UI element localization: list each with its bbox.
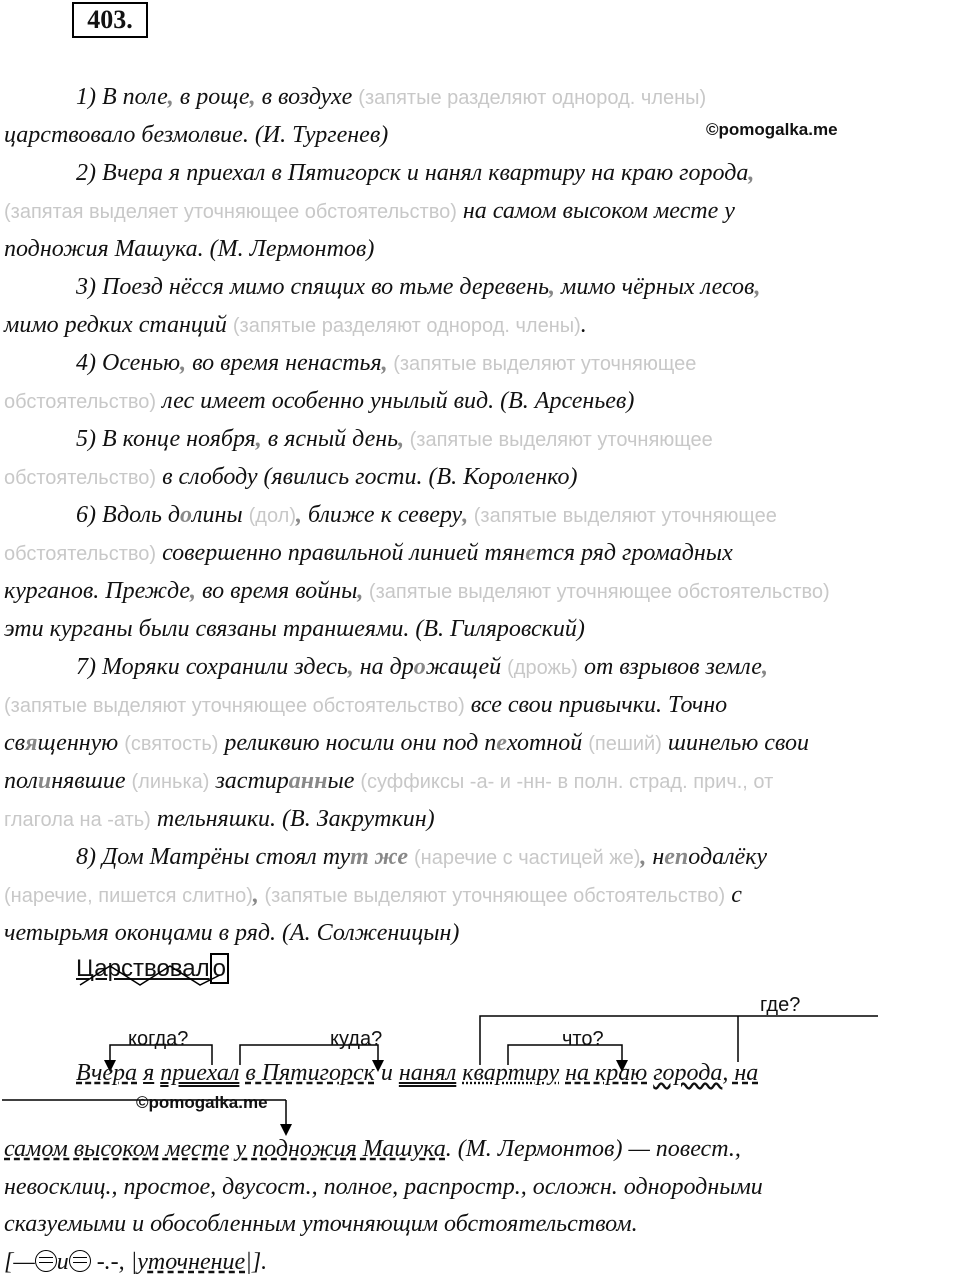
text-fragment: совершенно правильной линией тян: [156, 540, 526, 566]
highlight: ,: [761, 654, 768, 680]
explanation: (наречие с частицей же): [414, 847, 641, 869]
text-fragment: 7) Моряки сохранили здесь: [76, 654, 348, 680]
text-fragment: одалёку: [688, 844, 768, 870]
highlight: ,: [167, 84, 174, 110]
watermark-2: ©pomogalka.me: [136, 1093, 268, 1112]
text-fragment: щенную: [37, 730, 125, 756]
highlight: о: [413, 654, 426, 680]
explanation: обстоятельство): [4, 543, 157, 565]
highlight: ,: [357, 578, 364, 604]
explanation: (запятые выделяют уточняющее: [468, 505, 777, 527]
text-fragment: курганов. Прежде: [4, 578, 191, 604]
f-end: |].: [245, 1249, 268, 1275]
text-fragment: .: [580, 312, 587, 338]
explanation: глагола на -ать): [4, 809, 151, 831]
text-fragment: подножия Машука. (М. Лермонтов): [4, 236, 375, 262]
text-fragment: мимо редких станций: [4, 312, 233, 338]
text-fragment: жащей: [425, 654, 508, 680]
highlight: е: [525, 540, 536, 566]
explanation: обстоятельство): [4, 391, 157, 413]
highlight: ,: [754, 274, 761, 300]
task-number: 403.: [72, 2, 148, 38]
watermark: ©pomogalka.me: [706, 120, 838, 139]
text-fragment: 2) Вчера я приехал в Пятигорск и нанял квартиру на краю города: [76, 160, 749, 186]
q-where: где?: [760, 994, 801, 1016]
s-w4: в Пятигорск: [245, 1060, 375, 1086]
desc-line-2: сказуемыми и обособленным уточняющим обстоятельством.: [4, 1211, 638, 1237]
highlight: т же: [350, 844, 408, 870]
explanation: (запятые выделяют уточняющее: [387, 353, 697, 375]
highlight: ,: [549, 274, 556, 300]
text-fragment: пол: [4, 768, 38, 794]
s-w2: я: [143, 1060, 155, 1086]
s-w6: нанял: [398, 1060, 457, 1086]
highlight: еп: [664, 844, 689, 870]
explanation: (запятые разделяют однород. члены): [232, 315, 581, 337]
text-fragment: во время войны: [196, 578, 358, 604]
text-fragment: ближе к северу: [301, 502, 463, 528]
text-fragment: в ясный день: [261, 426, 399, 452]
explanation: (линька): [131, 771, 210, 793]
text-fragment: 3) Поезд нёсся мимо спящих во тьме деревень: [76, 274, 550, 300]
parse-ending: о: [210, 953, 229, 984]
explanation: (дрожь): [507, 657, 578, 679]
text-fragment: нявшие: [51, 768, 132, 794]
explanation: (дол): [248, 505, 296, 527]
highlight: ,: [180, 350, 187, 376]
s-w5: и: [380, 1060, 393, 1086]
f-mid: и: [56, 1249, 69, 1275]
explanation: (запятая выделяет уточняющее обстоятельство): [4, 201, 457, 223]
highlight: ,: [190, 578, 197, 604]
f-start: [—: [4, 1249, 35, 1275]
parse-stem: Царствовал: [76, 955, 210, 982]
text-fragment: царствовало безмолвие. (И. Тургенев): [4, 122, 389, 148]
f-sep: -.-, |: [90, 1249, 138, 1275]
explanation: (пеший): [588, 733, 662, 755]
highlight: ,: [255, 426, 262, 452]
explanation: (запятые выделяют уточняющее обстоятельство): [4, 695, 465, 717]
highlight: ,: [252, 882, 259, 908]
highlight: я: [25, 730, 38, 756]
f-underlined: уточнение: [137, 1249, 246, 1275]
text-fragment: от взрывов земле: [577, 654, 762, 680]
text-fragment: с: [725, 882, 742, 908]
text-fragment: хотной: [506, 730, 589, 756]
highlight: ,: [462, 502, 469, 528]
highlight: ,: [381, 350, 388, 376]
q-when: когда?: [128, 1028, 189, 1050]
text-fragment: четырьмя оконцами в ряд. (А. Солженицын): [4, 920, 460, 946]
text-fragment: эти курганы были связаны траншеями. (В. Гиляровский): [4, 616, 585, 642]
text-fragment: св: [4, 730, 26, 756]
explanation: (запятые выделяют уточняющее: [404, 429, 713, 451]
s-w7: квартиру: [462, 1060, 560, 1086]
text-fragment: все свои привычки. Точно: [464, 692, 728, 718]
text-fragment: в слободу (явились гости. (В. Короленко): [156, 464, 578, 490]
f-circle-2: [69, 1250, 91, 1272]
explanation: обстоятельство): [4, 467, 157, 489]
text-fragment: во время ненастья: [186, 350, 382, 376]
s-w8: на краю: [565, 1060, 648, 1086]
text-fragment: реликвию носили они под п: [218, 730, 497, 756]
text-fragment: н: [646, 844, 665, 870]
schema-sentence: [76, 1054, 758, 1092]
s-w1: Вчера: [76, 1060, 138, 1086]
s-w9: города: [653, 1060, 723, 1086]
text-fragment: 4) Осенью: [76, 350, 181, 376]
highlight: ,: [748, 160, 755, 186]
sentence-formula: [4, 1243, 267, 1281]
root-arc: [80, 966, 220, 985]
text-fragment: 5) В конце ноября: [76, 426, 256, 452]
f-circle-1: [35, 1250, 57, 1272]
text-fragment: на самом высоком месте у: [456, 198, 735, 224]
explanation: (суффиксы -а- и -нн- в полн. страд. прич., от: [360, 771, 774, 793]
s-line2-rest: . (М. Лермонтов) — повест.,: [445, 1136, 741, 1162]
text-fragment: в воздухе: [255, 84, 359, 110]
text-fragment: 8) Дом Матрёны стоял ту: [76, 844, 351, 870]
schema-line2: [4, 1130, 741, 1168]
text-fragment: лес имеет особенно унылый вид. (В. Арсеньев): [156, 388, 635, 414]
text-fragment: 1) В поле: [76, 84, 168, 110]
text-fragment: тся ряд громадных: [535, 540, 733, 566]
highlight: е: [496, 730, 507, 756]
highlight: ,: [249, 84, 256, 110]
explanation: (запятые разделяют однород. члены): [358, 87, 707, 109]
text-fragment: ые: [327, 768, 361, 794]
highlight: ,: [640, 844, 647, 870]
text-fragment: лины: [192, 502, 249, 528]
text-fragment: на др: [353, 654, 414, 680]
s-w3: приехал: [160, 1060, 240, 1086]
q-where-to: куда?: [330, 1028, 383, 1050]
explanation: (запятые выделяют уточняющее обстоятельство): [363, 581, 830, 603]
s-line2-underlined: самом высоком месте у подножия Машука: [4, 1136, 446, 1162]
s-w10: , на: [722, 1060, 759, 1086]
text-fragment: шинелью свои: [661, 730, 810, 756]
explanation: (святость): [124, 733, 219, 755]
q-what: что?: [562, 1028, 604, 1050]
text-fragment: мимо чёрных лесов: [555, 274, 755, 300]
text-fragment: тельняшки. (В. Закруткин): [150, 806, 435, 832]
text-fragment: застир: [209, 768, 289, 794]
text-fragment: в роще: [173, 84, 250, 110]
highlight: и: [37, 768, 52, 794]
highlight: ,: [295, 502, 302, 528]
highlight: о: [180, 502, 193, 528]
explanation: (наречие, пишется слитно): [4, 885, 253, 907]
highlight: ,: [398, 426, 405, 452]
desc-line-1: невосклиц., простое, двусост., полное, распростр., осложн. однородными: [4, 1174, 763, 1200]
text-fragment: 6) Вдоль д: [76, 502, 181, 528]
highlight: ,: [347, 654, 354, 680]
explanation: (запятые выделяют уточняющее обстоятельство): [258, 885, 726, 907]
highlight: анн: [288, 768, 328, 794]
